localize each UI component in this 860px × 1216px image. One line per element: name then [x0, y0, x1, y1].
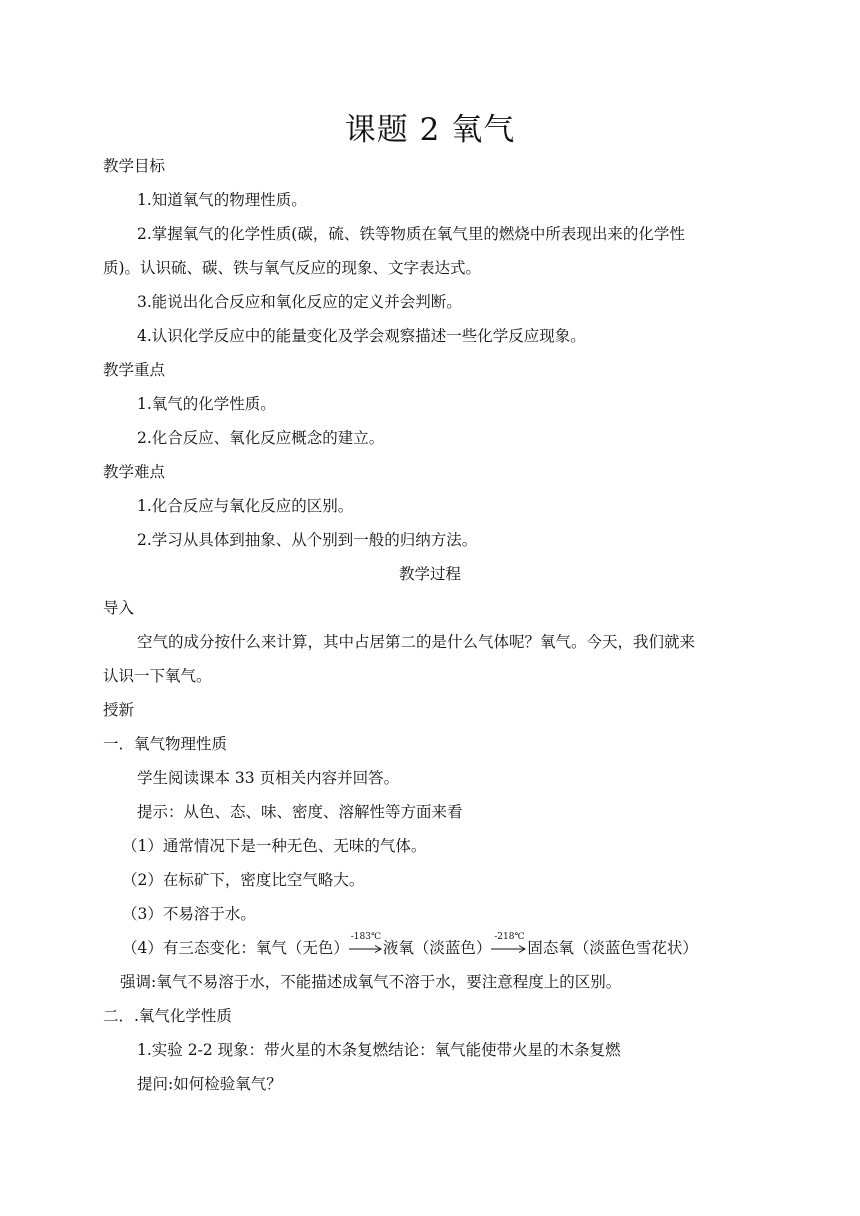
new-lesson-heading: 授新: [103, 701, 135, 719]
property-item: （1）通常情况下是一种无色、无味的气体。: [122, 837, 427, 855]
emphasis-note: 强调:氧气不易溶于水，不能描述成氧气不溶于水，要注意程度上的区别。: [120, 973, 622, 991]
objective-item: 1.知道氧气的物理性质。: [137, 191, 307, 209]
state-change-suffix: 固态氧（淡蓝色雪花状）: [527, 939, 698, 957]
difficulty-item: 2.学习从具体到抽象、从个别到一般的归纳方法。: [137, 531, 478, 549]
intro-line-continued: 认识一下氧气。: [103, 667, 212, 685]
section1-heading: 一．氧气物理性质: [103, 735, 228, 753]
difficulties-heading: 教学难点: [103, 463, 166, 481]
objective-item: 2.掌握氧气的化学性质(碳，硫、铁等物质在氧气里的燃烧中所表现出来的化学性: [137, 225, 685, 243]
condition-arrow: [349, 932, 383, 959]
property-item: （3）不易溶于水。: [122, 905, 256, 923]
objective-item: 4.认识化学反应中的能量变化及学会观察描述一些化学反应现象。: [137, 327, 586, 345]
condition-label: -183℃: [350, 932, 382, 942]
section2-question: 提问:如何检验氧气？: [137, 1075, 282, 1093]
objective-item: 3.能说出化合反应和氧化反应的定义并会判断。: [137, 293, 462, 311]
difficulty-item: 1.化合反应与氧化反应的区别。: [137, 497, 354, 515]
state-change-line: [122, 932, 698, 959]
process-heading: 教学过程: [398, 565, 461, 583]
property-item: （2）在标矿下，密度比空气略大。: [122, 871, 365, 889]
section2-line: 1.实验 2-2 现象：带火星的木条复燃结论：氧气能使带火星的木条复燃: [137, 1041, 621, 1059]
objectives-heading: 教学目标: [103, 157, 166, 175]
condition-label: -218℃: [494, 932, 525, 942]
section1-hint: 提示：从色、态、味、密度、溶解性等方面来看: [137, 803, 463, 821]
section2-heading: 二．.氧气化学性质: [103, 1007, 232, 1025]
objective-item-continued: 质)。认识硫、碳、铁与氧气反应的现象、文字表达式。: [103, 259, 482, 277]
state-change-prefix: （4）有三态变化：氧气（无色）: [122, 939, 349, 957]
condition-arrow: [491, 932, 527, 959]
intro-heading: 导入: [103, 599, 135, 617]
section1-line: 学生阅读课本 33 页相关内容并回答。: [137, 769, 400, 787]
page-title: 课题 2 氧气: [344, 112, 516, 148]
key-point-item: 2.化合反应、氧化反应概念的建立。: [137, 429, 385, 447]
key-points-heading: 教学重点: [103, 361, 166, 379]
state-change-middle: 液氧（淡蓝色）: [382, 939, 492, 957]
key-point-item: 1.氧气的化学性质。: [137, 395, 276, 413]
intro-line: 空气的成分按什么来计算，其中占居第二的是什么气体呢？氧气。今天，我们就来: [137, 633, 696, 651]
